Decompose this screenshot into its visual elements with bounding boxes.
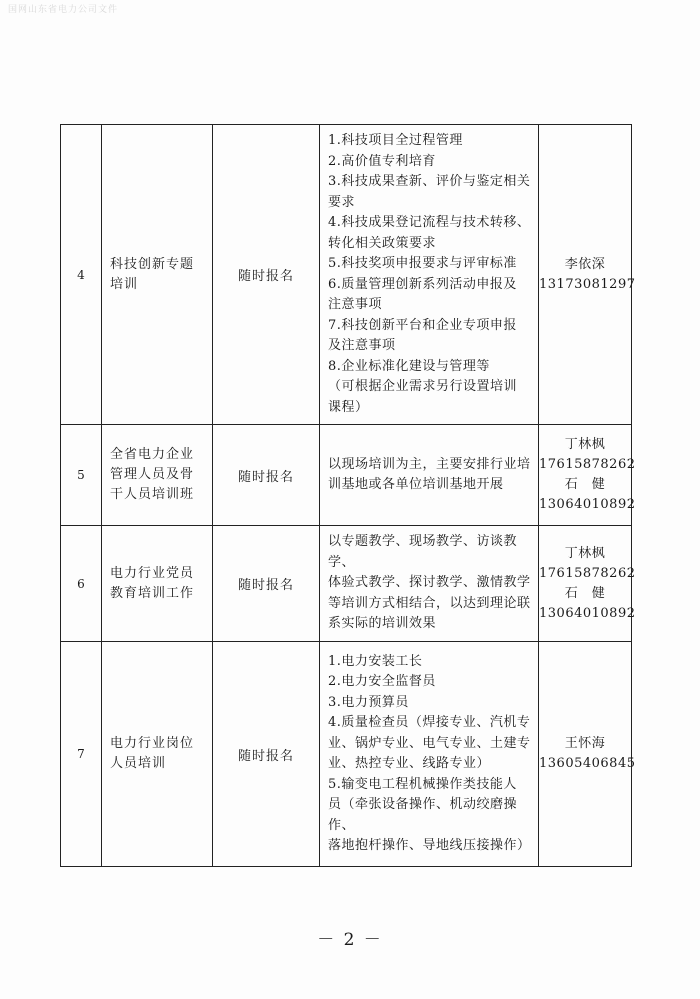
training-name: 全省电力企业 管理人员及骨 干人员培训班 [102,425,213,526]
training-content: 以现场培训为主，主要安排行业培 训基地或各单位培训基地开展 [320,425,539,526]
training-content: 以专题教学、现场教学、访谈教学、 体验式教学、探讨教学、激情教学 等培训方式相结合，以达到理论联 系实际的培训效果 [320,526,539,642]
table-row [61,125,632,425]
training-name: 电力行业岗位 人员培训 [102,642,213,867]
training-name: 科技创新专题 培训 [102,125,213,425]
training-name: 电力行业党员 教育培训工作 [102,526,213,642]
table-row [61,642,632,867]
contact-info: 王怀海 13605406845 [539,642,632,867]
registration-mode: 随时报名 [213,526,320,642]
page-number: － 2 － [317,930,383,950]
training-table [60,124,636,867]
table-row [61,425,632,526]
registration-mode: 随时报名 [213,425,320,526]
training-content: 1.科技项目全过程管理 2.高价值专利培育 3.科技成果查新、评价与鉴定相关 要求 4.科技成果登记流程与技术转移、 转化相关政策要求 5.科技奖项申报要求与评审标准 6.质量管理创新系列活动申报及 注意事项 7.科技创新平台和企业专项申报 及注意事项 8.企业标准化建设与管理等 （可根据企业需求另行设置培训 课程） [320,125,539,425]
row-number: 6 [61,526,102,642]
registration-mode: 随时报名 [213,642,320,867]
contact-info: 李依深 13173081297 [539,125,632,425]
row-number: 4 [61,125,102,425]
contact-info: 丁林枫 17615878262 石 健 13064010892 [539,425,632,526]
contact-info: 丁林枫 17615878262 石 健 13064010892 [539,526,632,642]
training-content: 1.电力安装工长 2.电力安全监督员 3.电力预算员 4.质量检查员（焊接专业、汽机专 业、锅炉专业、电气专业、土建专 业、热控专业、线路专业） 5.输变电工程机械操作类技能人 员（牵张设备操作、机动绞磨操作、 落地抱杆操作、导地线压接操作） [320,642,539,867]
registration-mode: 随时报名 [213,125,320,425]
row-number: 7 [61,642,102,867]
row-number: 5 [61,425,102,526]
faded-header-text: 国网山东省电力公司文件 [8,5,119,15]
table-row [61,526,632,642]
